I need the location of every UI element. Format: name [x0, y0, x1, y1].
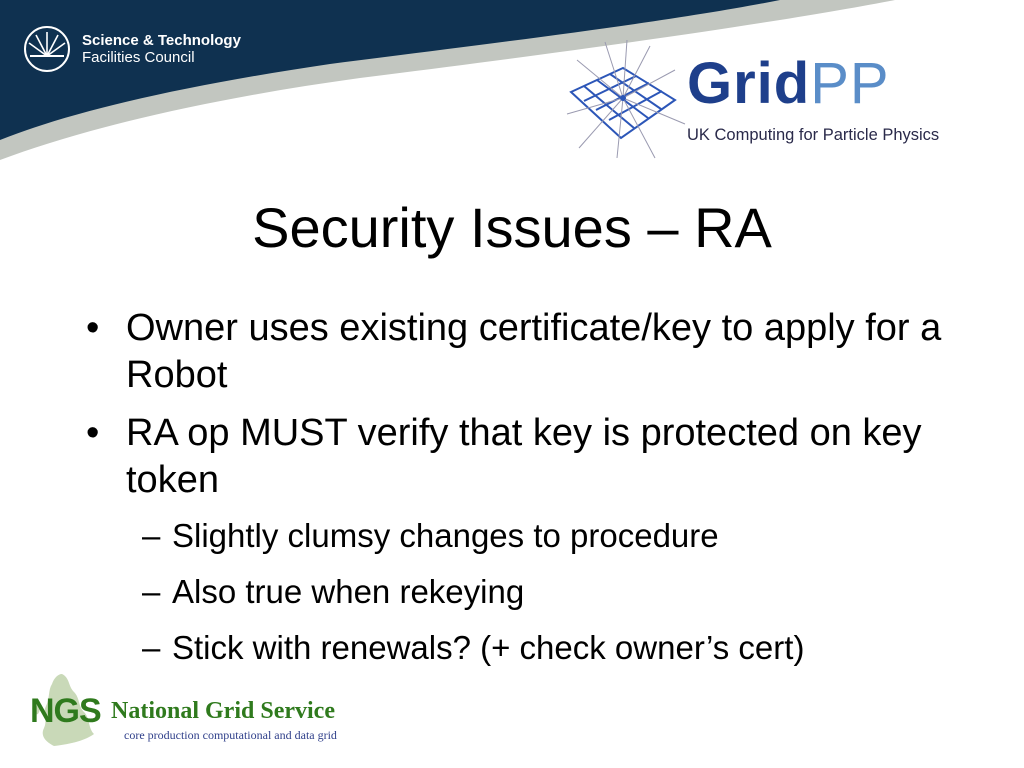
- sub-bullet-item: [142, 627, 966, 668]
- bullet-text: Owner uses existing certificate/key to apply for a Robot: [126, 307, 942, 396]
- stfc-wordmark: [82, 32, 241, 66]
- gridpp-grid-text: Grid: [687, 51, 811, 116]
- sub-bullet-marker: –: [142, 517, 161, 554]
- stfc-name-line1: Science & Technology: [82, 32, 241, 49]
- bullet-text: RA op MUST verify that key is protected on key token: [126, 412, 922, 501]
- bullet-marker: •: [86, 307, 100, 349]
- sub-bullet-text: Also true when rekeying: [172, 573, 525, 610]
- stfc-sunburst-icon: [22, 24, 72, 74]
- gridpp-logo: [565, 40, 995, 160]
- ngs-logo: [24, 672, 394, 752]
- sub-bullet-item: [142, 515, 966, 556]
- bullet-item: [86, 410, 966, 504]
- gridpp-tagline: UK Computing for Particle Physics: [687, 126, 940, 144]
- stfc-logo: [22, 24, 241, 74]
- ngs-tagline: core production computational and data grid: [124, 728, 337, 742]
- sub-bullet-text: Stick with renewals? (+ check owner’s cert): [172, 629, 805, 666]
- sub-bullet-marker: –: [142, 629, 161, 666]
- stfc-name-line2: Facilities Council: [82, 49, 195, 66]
- grid-mesh-icon: [565, 40, 690, 160]
- slide-title: Security Issues – RA: [252, 196, 772, 259]
- bullet-marker: •: [86, 412, 100, 454]
- sub-bullet-text: Slightly clumsy changes to procedure: [172, 517, 719, 554]
- sub-bullet-item: [142, 571, 966, 612]
- ngs-name: National Grid Service: [111, 698, 335, 724]
- sub-bullet-marker: –: [142, 573, 161, 610]
- ngs-abbreviation: NGS: [30, 692, 101, 730]
- gridpp-wordmark: [687, 52, 890, 116]
- slide-body: [86, 305, 966, 683]
- gridpp-pp-text: PP: [810, 51, 890, 116]
- bullet-item: [86, 305, 966, 399]
